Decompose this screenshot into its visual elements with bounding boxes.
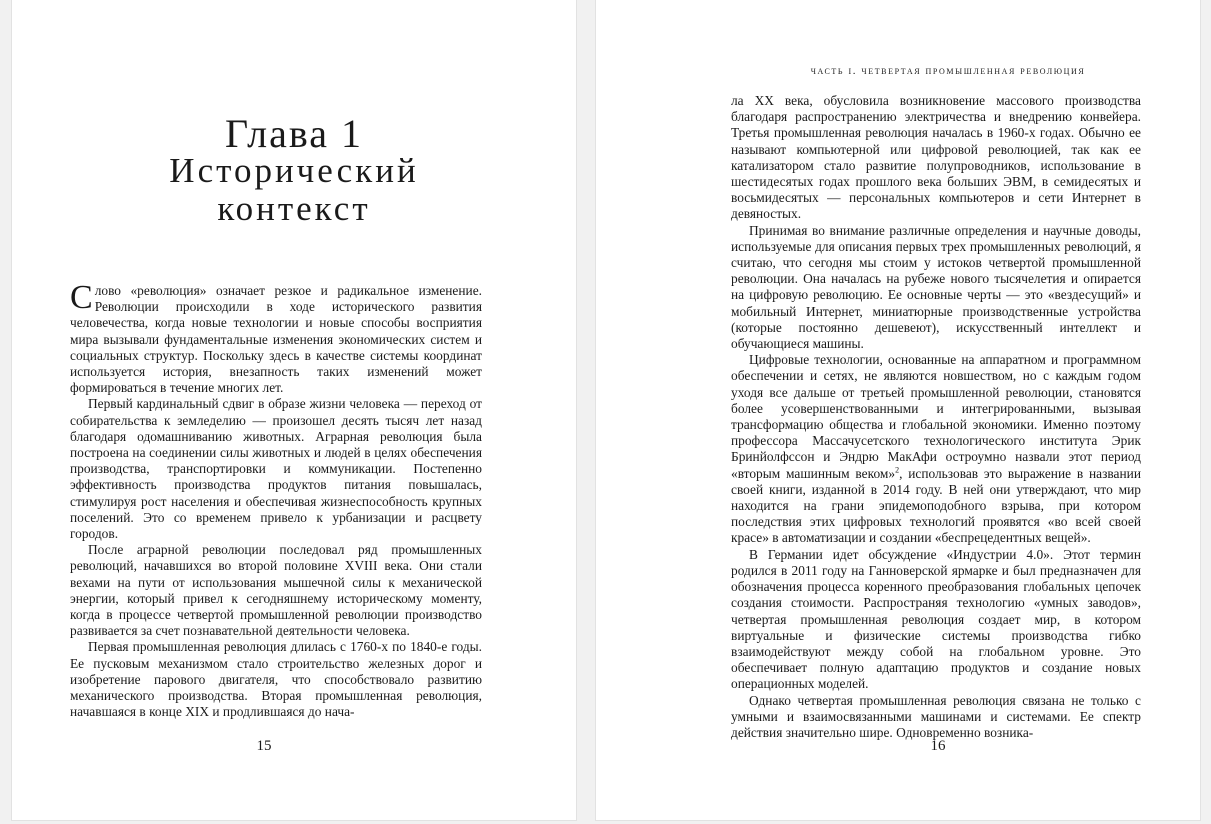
paragraph-3-text-a: Цифровые технологии, основанные на аппаратном и программном обеспечении и сетях, не являются новшеством, но с каждым годом уходя все дальше от третьей промышленной революции, становятся более усовершенствованными и интегрированными, вызывая трансформацию общества и глобальной экономики. Именно поэтому профессора Массачусетского технологического института Эрик Бринйолфссон и Эндрю МакАфи остроумно назвали этот период «вторым машинным веком» [731, 352, 1141, 481]
page-number-left: 15 [256, 738, 272, 754]
chapter-label: Глава 1 [225, 111, 363, 156]
running-head [596, 65, 1200, 77]
paragraph-2: Первый кардинальный сдвиг в образе жизни человека — переход от собирательства к земледелию — произошел десять тысяч лет назад благодаря одомашниванию животных. Аграрная революция была построена на соединении силы животных и людей в целях обеспечения производства, транспортировки и коммуникации. Постепенно эффективность производства продуктов питания повышалась, стимулируя рост населения и обеспечивая жизнеспособность крупных поселений. Это со временем привело к урбанизации и расцвету городов. [70, 396, 482, 542]
paragraph-1: ла XX века, обусловила возникновение массового производства благодаря распространению электричества и внедрению конвейера. Третья промышленная революция началась в 1960-х годах. Обычно ее называют компьютерной или цифровой революцией, так как ее катализатором стало развитие полупроводников, использование в шестидесятых годах прошлого века больших ЭВМ, в семидесятых и восьмидесятых — персональных компьютеров и сети Интернет в девяностых. [731, 93, 1141, 222]
running-head-text: часть i. четвертая промышленная революция [810, 65, 1086, 77]
footnote-ref[interactable]: 2 [895, 465, 900, 475]
left-body-text [70, 279, 482, 720]
chapter-title-line-2: контекст [217, 189, 371, 228]
paragraph-2: Принимая во внимание различные определения и научные доводы, используемые для описания первых трех промышленных революций, я считаю, что сегодня мы стоим у истоков четвертой промышленной революции. Она началась на рубеже нового тысячелетия и опирается на цифровую революцию. Ее основные черты — это «вездесущий» и мобильный Интернет, миниатюрные производственные устройства (которые постоянно дешевеют), искусственный интеллект и обучающиеся машины. [731, 222, 1141, 352]
page-number-right: 16 [930, 738, 946, 754]
paragraph-3: После аграрной революции последовал ряд промышленных революций, начавшихся во второй половине XVIII века. Они стали вехами на пути от использования мышечной силы к механической энергии, который привел к сегодняшнему историческому моменту, когда в процессе четвертой промышленной революции производство развивается за счет познавательной деятельности человека. [70, 542, 482, 639]
paragraph-1 [70, 279, 482, 396]
paragraph-3-text-b: , использовав это выражение в названии своей книги, изданной в 2014 году. В ней они утверждают, что мир находится на грани эпидемоподобного взрыва, при котором последствия этих цифровых технологий проявятся «во всей своей красе» в автоматизации и создании «беспрецедентных вещей». [731, 465, 1141, 546]
paragraph-5: Однако четвертая промышленная революция связана не только с умными и взаимосвязанными машинами и системами. Ее спектр действия значительно шире. Одновременно возника- [731, 692, 1141, 740]
paragraph-4: В Германии идет обсуждение «Индустрии 4.0». Этот термин родился в 2011 году на Ганноверской ярмарке и был предназначен для обозначения процесса коренного преобразования глобальных цепочек создания стоимости. Распространяя технологию «умных заводов», четвертая промышленная революция создает мир, в котором виртуальные и физические системы производства гибко взаимодействуют между собой на глобальном уровне. Это обеспечивает полную адаптацию продуктов и создание новых операционных моделей. [731, 546, 1141, 692]
paragraph-1-text: лово «революция» означает резкое и радикальное изменение. Революции происходили в ходе исторического развития человечества, когда новые технологии и новые способы восприятия мира вызывали фундаментальные изменения экономических систем и социальных структур. Поскольку здесь в качестве системы координат используется история, внезапность таких изменений может формироваться в течение многих лет. [70, 283, 482, 396]
right-body-text [731, 93, 1141, 741]
paragraph-4: Первая промышленная революция длилась с 1760-х по 1840-е годы. Ее пусковым механизмом стало строительство железных дорог и изобретение парового двигателя, что способствовало развитию механического производства. Вторая промышленная революция, начавшаяся в конце XIX и продлившаяся до нача- [70, 639, 482, 720]
chapter-title [12, 152, 576, 228]
paragraph-3 [731, 352, 1141, 546]
drop-cap: С [70, 279, 93, 316]
right-page [596, 0, 1200, 820]
left-page [12, 0, 576, 820]
chapter-title-line-1: Исторический [169, 151, 419, 190]
